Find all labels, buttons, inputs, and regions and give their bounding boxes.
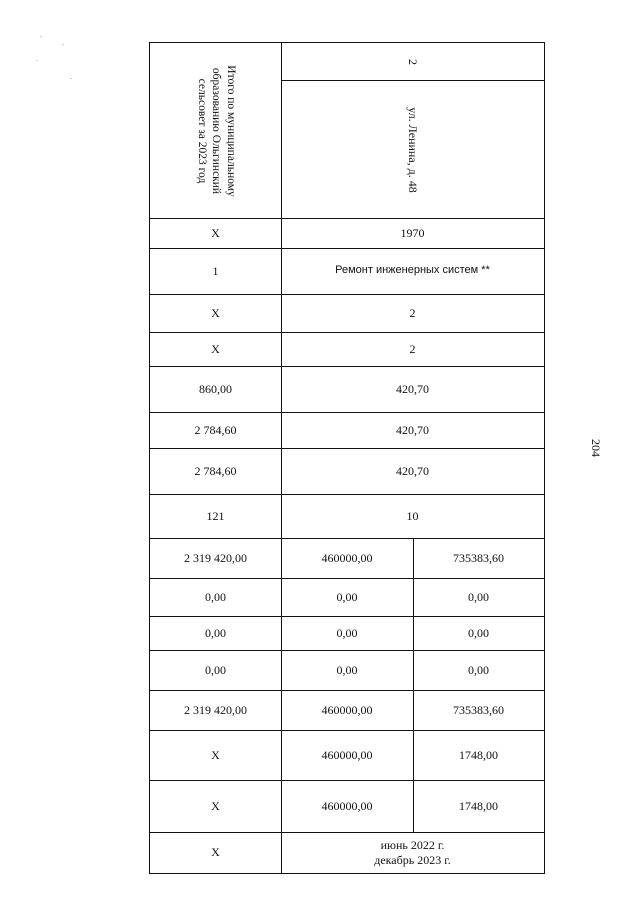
- cell-mid: 0,00: [336, 589, 358, 604]
- cell-left: Х: [211, 305, 220, 320]
- cell-right: Ремонт инженерных систем **: [335, 264, 490, 277]
- cell-right: 420,70: [396, 381, 429, 396]
- total-label: Итого по муниципальному образованию Ольгинский сельсовет за 2023 год: [195, 65, 237, 197]
- scan-speck: [36, 60, 38, 61]
- cell-left: Х: [211, 798, 220, 813]
- cell-mid: 460000,00: [321, 798, 373, 813]
- address-label: ул. Ленина, д. 48: [406, 107, 421, 193]
- page-number: 204: [589, 439, 604, 457]
- cell-right: 10: [406, 508, 419, 523]
- cell-left: 0,00: [205, 662, 226, 677]
- cell-right-dates: [281, 832, 544, 873]
- cell-mid: 460000,00: [321, 702, 373, 717]
- cell-left: 2 319 420,00: [184, 550, 247, 565]
- cell-left: 2 784,60: [194, 422, 237, 437]
- cell-mid: 0,00: [336, 625, 358, 640]
- cell-left: 2 784,60: [194, 463, 237, 478]
- date-start: июнь 2022 г.: [380, 837, 445, 852]
- cell-left: 0,00: [205, 625, 226, 640]
- cell-right: 0,00: [468, 625, 489, 640]
- cell-mid: 460000,00: [321, 747, 373, 762]
- cell-left: Х: [211, 845, 220, 859]
- data-table: [149, 42, 545, 874]
- cell-right: 1748,00: [459, 798, 498, 813]
- cell-left: 2 319 420,00: [184, 702, 247, 717]
- scan-speck: [40, 36, 42, 37]
- cell-left: 0,00: [205, 589, 226, 604]
- cell-right: 420,70: [396, 422, 429, 437]
- cell-right: 2: [409, 341, 416, 356]
- cell-right: 0,00: [468, 662, 489, 677]
- cell-right: 1970: [400, 225, 425, 240]
- cell-right: 735383,60: [453, 702, 504, 717]
- cell-mid: 0,00: [336, 662, 358, 677]
- date-end: декабрь 2023 г.: [374, 852, 451, 867]
- cell-left: 1: [212, 263, 219, 278]
- column-number: 2: [406, 59, 421, 65]
- scan-speck: [70, 78, 72, 79]
- cell-mid: 460000,00: [321, 550, 373, 565]
- cell-right: 420,70: [396, 463, 429, 478]
- scan-speck: [62, 44, 64, 45]
- cell-left: 860,00: [199, 381, 232, 396]
- cell-left: Х: [211, 341, 220, 356]
- cell-left: 121: [206, 508, 225, 523]
- row-divider: [281, 80, 544, 81]
- cell-left: Х: [211, 225, 220, 240]
- cell-right: 2: [409, 305, 416, 320]
- cell-right: 0,00: [468, 589, 489, 604]
- cell-right: 735383,60: [453, 550, 504, 565]
- cell-right: 1748,00: [459, 747, 498, 762]
- cell-left: Х: [211, 747, 220, 762]
